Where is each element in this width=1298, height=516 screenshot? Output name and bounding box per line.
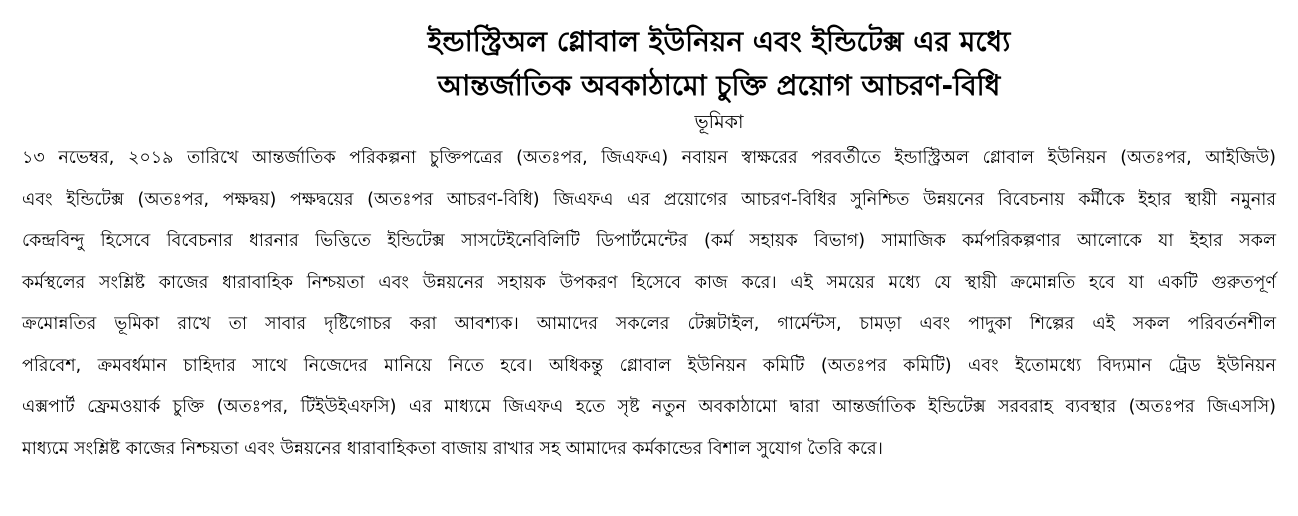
paragraph-line: কর্মস্থলের সংশ্লিষ্ট কাজের ধারাবাহিক নিশ্চয়তা এবং উন্নয়নের সহায়ক উপকরণ হিসেবে কাজ করে। এই সময়ের মধ্যে যে স্থায়ী ক্রমোন্নতি হবে যা একটি গুরুতপূর্ণ [22, 272, 1276, 293]
paragraph-line: ক্রমোন্নতির ভূমিকা রাখে তা সাবার দৃষ্টিগোচর করা আবশ্যক। আমাদের সকলের টেক্সটাইল, গার্মেন্টস, চামড়া এবং পাদুকা শিল্পের এই সকল পরিবর্তনশীল [22, 314, 1276, 334]
document-title-line-1: ইন্ডাস্ট্রিঅল গ্লোবাল ইউনিয়ন এবং ইন্ডিটেক্স এর মধ্যে [427, 25, 1011, 58]
paragraph-line: এবং ইন্ডিটেক্স (অতঃপর, পক্ষদ্বয়) পক্ষদ্বয়ের (অতঃপর আচরণ-বিধি) জিএফএ এর প্রয়োগের আচরণ-বিধির সুনিশ্চিত উন্নয়নের বিবেচনায় কর্মীকে ইহার স্থায়ী নমুনার [22, 189, 1276, 210]
document-title-line-2: আন্তর্জাতিক অবকাঠামো চুক্তি প্রয়োগ আচরণ-বিধি [437, 69, 1001, 102]
paragraph-line: এক্সপার্ট ফ্রেমওয়ার্ক চুক্তি (অতঃপর, টিইউইএফসি) এর মাধ্যমে জিএফএ হতে সৃষ্ট নতুন অবকাঠামো দ্বারা আন্তর্জাতিক ইন্ডিটেক্স সরবরাহ ব্যবস্থার (অতঃপর জিএসসি) [22, 397, 1276, 417]
paragraph-line: মাধ্যমে সংশ্লিষ্ট কাজের নিশ্চয়তা এবং উন্নয়নের ধারাবাহিকতা বাজায় রাখার সহ আমাদের কর্মকান্ডের বিশাল সুযোগ তৈরি করে। [22, 438, 883, 459]
paragraph-line: কেন্দ্রবিন্দু হিসেবে বিবেচনার ধারনার ভিত্তিতে ইন্ডিটেক্স সাসটেইনেবিলিটি ডিপার্টমেন্টের (কর্ম সহায়ক বিভাগ) সামাজিক কর্মপরিকল্পণার আলোকে যা ইহার সকল [22, 231, 1276, 251]
paragraph-line: পরিবেশ, ক্রমবর্ধমান চাহিদার সাথে নিজেদের মানিয়ে নিতে হবে। অধিকন্তু গ্লোবাল ইউনিয়ন কমিটি (অতঃপর কমিটি) এবং ইতোমধ্যে বিদ্যমান ট্রেড ইউনিয়ন [22, 355, 1276, 376]
section-heading: ভূমিকা [694, 111, 744, 133]
paragraph-line: ১৩ নভেম্বর, ২০১৯ তারিখে আন্তর্জাতিক পরিকল্পনা চুক্তিপত্রের (অতঃপর, জিএফএ) নবায়ন স্বাক্ষরের পরবর্তীতে ইন্ডাস্ট্রিঅল গ্লোবাল ইউনিয়ন (অতঃপর, আইজিউ) [22, 148, 1276, 168]
introduction-paragraph [22, 138, 1276, 470]
